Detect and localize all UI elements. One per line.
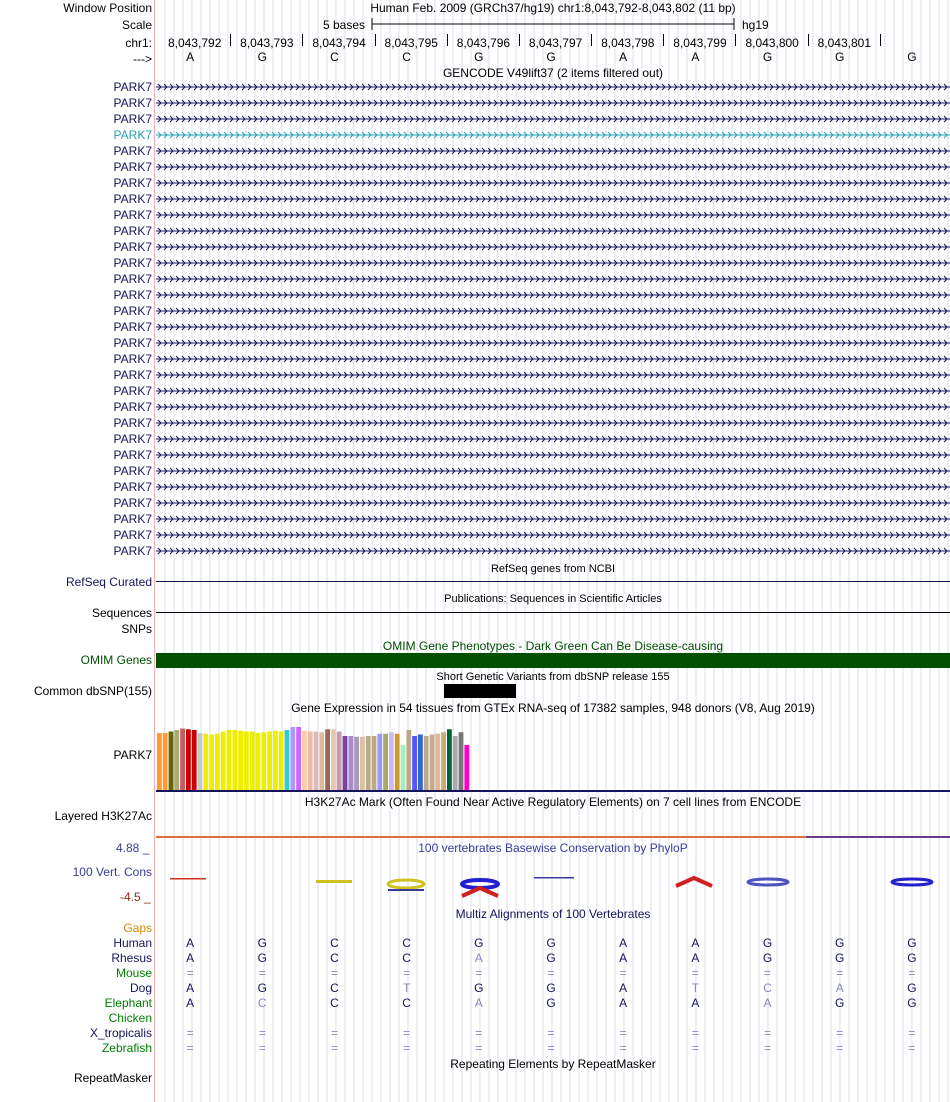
gencode-transcript-label[interactable]: PARK7 — [113, 272, 152, 286]
gtex-expression-bars[interactable] — [156, 715, 950, 791]
gencode-transcript-label[interactable]: PARK7 — [113, 400, 152, 414]
ruler-position: 8,043,793 — [240, 36, 294, 50]
gtex-tissue-bar[interactable] — [372, 736, 377, 790]
ruler-position: 8,043,798 — [601, 36, 655, 50]
gtex-tissue-bar[interactable] — [401, 745, 406, 790]
gencode-transcript-label[interactable]: PARK7 — [113, 432, 152, 446]
gtex-tissue-bar[interactable] — [198, 733, 203, 790]
gtex-tissue-bar[interactable] — [348, 736, 353, 790]
multiz-base: = — [908, 966, 916, 980]
gtex-track-title: Gene Expression in 54 tissues from GTEx RNA-seq of 17382 samples, 948 donors (V8, Aug 2019) — [291, 701, 815, 715]
gencode-transcript-line[interactable] — [156, 178, 950, 188]
multiz-base: = — [330, 1026, 338, 1040]
ruler-position: 8,043,799 — [673, 36, 727, 50]
gtex-tissue-bar[interactable] — [215, 734, 220, 790]
h3k27ac-signal-red — [156, 836, 806, 838]
gencode-transcript-line[interactable] — [156, 258, 950, 268]
multiz-base: C — [402, 996, 411, 1010]
gencode-transcript-line[interactable] — [156, 130, 950, 140]
gtex-track-label[interactable]: PARK7 — [113, 748, 152, 762]
gtex-tissue-bar[interactable] — [325, 729, 330, 790]
multiz-base: = — [258, 966, 266, 980]
gencode-transcript-line[interactable] — [156, 146, 950, 156]
multiz-species-label[interactable]: Human — [113, 936, 152, 950]
multiz-base: G — [257, 951, 267, 965]
multiz-base: A — [186, 996, 195, 1010]
gencode-transcript-line[interactable] — [156, 194, 950, 204]
multiz-species-label[interactable]: Chicken — [108, 1011, 152, 1025]
h3k27ac-signal-purple — [806, 836, 950, 838]
gencode-transcript-label[interactable]: PARK7 — [113, 304, 152, 318]
gencode-transcript-line[interactable] — [156, 354, 950, 364]
gencode-transcript-line[interactable] — [156, 514, 950, 524]
gencode-transcript-line[interactable] — [156, 82, 950, 92]
multiz-base: = — [908, 1041, 916, 1055]
h3k27ac-track-title: H3K27Ac Mark (Often Found Near Active Regulatory Elements) on 7 cell lines from ENCODE — [304, 795, 802, 809]
repeatmasker-track-label[interactable]: RepeatMasker — [73, 1071, 152, 1085]
multiz-base: G — [546, 981, 556, 995]
multiz-base: A — [474, 996, 483, 1010]
base-letter: C — [402, 50, 411, 64]
ruler-tick — [808, 34, 809, 46]
multiz-base: G — [907, 981, 917, 995]
gencode-transcript-label[interactable]: PARK7 — [113, 80, 152, 94]
dbsnp-track-title: Short Genetic Variants from dbSNP release 155 — [436, 671, 670, 683]
gencode-transcript-label[interactable]: PARK7 — [113, 144, 152, 158]
gencode-transcript-line[interactable] — [156, 242, 950, 252]
base-letter: A — [691, 50, 700, 64]
gencode-transcript-label[interactable]: PARK7 — [113, 288, 152, 302]
ruler-position: 8,043,792 — [168, 36, 222, 50]
gtex-tissue-bar[interactable] — [180, 729, 185, 791]
multiz-base: T — [691, 981, 700, 995]
gtex-tissue-bar[interactable] — [279, 732, 284, 791]
ruler-tick — [591, 34, 592, 46]
gencode-transcript-label[interactable]: PARK7 — [113, 512, 152, 526]
ruler-tick — [880, 34, 881, 46]
multiz-base: G — [474, 981, 484, 995]
gtex-tissue-bar[interactable] — [343, 736, 348, 790]
omim-track-label[interactable]: OMIM Genes — [80, 653, 152, 667]
phylop-logo[interactable] — [156, 866, 950, 900]
gtex-tissue-bar[interactable] — [459, 732, 464, 790]
gencode-transcript-label[interactable]: PARK7 — [113, 464, 152, 478]
ruler-position: 8,043,800 — [745, 36, 799, 50]
gencode-transcript-line[interactable] — [156, 434, 950, 444]
multiz-base: = — [836, 966, 844, 980]
gtex-tissue-bar[interactable] — [435, 734, 440, 790]
gencode-transcript-label[interactable]: PARK7 — [113, 368, 152, 382]
gencode-transcript-label[interactable]: PARK7 — [113, 240, 152, 254]
multiz-base: = — [403, 966, 411, 980]
multiz-base: C — [330, 936, 339, 950]
multiz-base: = — [330, 1041, 338, 1055]
gencode-transcript-label[interactable]: PARK7 — [113, 176, 152, 190]
multiz-base: A — [619, 951, 628, 965]
multiz-base: = — [475, 966, 483, 980]
multiz-base: = — [475, 1041, 483, 1055]
multiz-base: = — [619, 1026, 627, 1040]
multiz-base: C — [330, 981, 339, 995]
multiz-base: = — [836, 1041, 844, 1055]
multiz-base: = — [547, 966, 555, 980]
gencode-transcript-label[interactable]: PARK7 — [113, 448, 152, 462]
gtex-tissue-bar[interactable] — [267, 732, 272, 791]
multiz-base: G — [762, 936, 773, 950]
multiz-base: = — [619, 1041, 627, 1055]
repeatmasker-track-title: Repeating Elements by RepeatMasker — [450, 1057, 656, 1071]
gencode-transcript-line[interactable] — [156, 162, 950, 172]
multiz-base: C — [257, 996, 267, 1010]
gencode-transcript-label[interactable]: PARK7 — [113, 256, 152, 270]
dbsnp-variant-block[interactable] — [444, 684, 516, 698]
gencode-transcript-line[interactable] — [156, 274, 950, 284]
multiz-species-label[interactable]: X_tropicalis — [89, 1026, 152, 1040]
multiz-base: A — [691, 951, 700, 965]
base-letter: G — [546, 50, 556, 64]
gtex-tissue-bar[interactable] — [157, 733, 162, 790]
strand-arrow-label: ---> — [133, 52, 152, 66]
gtex-tissue-bar[interactable] — [337, 732, 342, 791]
gtex-tissue-bar[interactable] — [244, 732, 249, 791]
ruler-position: 8,043,797 — [528, 36, 583, 50]
multiz-base: = — [186, 1041, 194, 1055]
gencode-transcript-line[interactable] — [156, 450, 950, 460]
assembly-title: Human Feb. 2009 (GRCh37/hg19) chr1:8,043,792-8,043,802 (11 bp) — [370, 1, 736, 15]
gencode-transcript-line[interactable] — [156, 322, 950, 332]
multiz-base: = — [547, 1041, 555, 1055]
multiz-base: = — [258, 1026, 266, 1040]
gtex-tissue-bar[interactable] — [331, 729, 336, 790]
multiz-species-label[interactable]: Mouse — [115, 966, 152, 980]
multiz-base: = — [691, 966, 699, 980]
gtex-tissue-bar[interactable] — [169, 732, 174, 791]
gencode-transcript-label[interactable]: PARK7 — [113, 192, 152, 206]
gencode-transcript-line[interactable] — [156, 402, 950, 412]
multiz-base: G — [257, 981, 267, 995]
gtex-tissue-bar[interactable] — [209, 735, 214, 791]
gtex-tissue-bar[interactable] — [377, 734, 382, 790]
window-position-label: Window Position — [63, 1, 152, 15]
scale-bar — [370, 17, 740, 31]
gencode-transcript-line[interactable] — [156, 370, 950, 380]
gtex-tissue-bar[interactable] — [290, 727, 295, 790]
gtex-tissue-bar[interactable] — [418, 735, 423, 791]
publications-line — [156, 612, 950, 613]
base-letter: G — [762, 50, 773, 64]
multiz-base: T — [402, 981, 411, 995]
gtex-tissue-bar[interactable] — [441, 732, 446, 790]
gencode-transcript-label[interactable]: PARK7 — [113, 160, 152, 174]
multiz-base: = — [547, 1026, 555, 1040]
publications-track-title: Publications: Sequences in Scientific Articles — [444, 593, 662, 605]
gtex-tissue-bar[interactable] — [453, 736, 458, 790]
gencode-transcript-label[interactable]: PARK7 — [113, 480, 152, 494]
gencode-transcript-label[interactable]: PARK7 — [113, 496, 152, 510]
multiz-base: C — [330, 996, 339, 1010]
gencode-transcript-label[interactable]: PARK7 — [113, 112, 152, 126]
ruler-position: 8,043,795 — [384, 36, 438, 50]
ruler-tick — [519, 34, 520, 46]
gencode-transcript-line[interactable] — [156, 98, 950, 108]
ruler-position: 8,043,801 — [817, 36, 872, 50]
multiz-base: = — [258, 1041, 266, 1055]
base-letter: G — [907, 50, 917, 64]
multiz-species-label[interactable]: Dog — [129, 981, 152, 995]
base-letter: C — [330, 50, 339, 64]
multiz-base: G — [835, 996, 845, 1010]
multiz-base: G — [835, 936, 845, 950]
gtex-tissue-bar[interactable] — [250, 732, 255, 791]
gtex-tissue-bar[interactable] — [163, 733, 168, 790]
gtex-tissue-bar[interactable] — [174, 730, 179, 790]
multiz-species-label[interactable]: Elephant — [104, 996, 152, 1010]
gtex-tissue-bar[interactable] — [354, 737, 359, 790]
base-letter: A — [619, 50, 628, 64]
gtex-tissue-bar[interactable] — [232, 730, 237, 790]
multiz-base: = — [186, 1026, 194, 1040]
multiz-base: A — [835, 981, 844, 995]
gencode-transcript-label[interactable]: PARK7 — [113, 96, 152, 110]
multiz-base: G — [257, 936, 267, 950]
multiz-base: G — [546, 951, 556, 965]
gencode-transcript-line[interactable] — [156, 498, 950, 508]
gencode-transcript-line[interactable] — [156, 418, 950, 428]
gtex-tissue-bar[interactable] — [238, 731, 243, 790]
multiz-base: = — [186, 966, 194, 980]
multiz-base: = — [764, 1026, 772, 1040]
multiz-base: G — [907, 936, 917, 950]
gtex-tissue-bar[interactable] — [319, 732, 324, 790]
chromosome-label: chr1: — [125, 36, 152, 50]
gencode-transcript-label[interactable]: PARK7 — [113, 384, 152, 398]
gencode-transcript-line[interactable] — [156, 482, 950, 492]
gencode-transcript-line[interactable] — [156, 546, 950, 556]
ruler-tick — [663, 34, 664, 46]
gtex-tissue-bar[interactable] — [447, 729, 452, 790]
phylop-max-value: 4.88 _ — [116, 841, 150, 855]
h3k27ac-track-label[interactable]: Layered H3K27Ac — [54, 809, 152, 823]
base-letter: G — [257, 50, 267, 64]
refseq-track-title: RefSeq genes from NCBI — [490, 563, 616, 575]
multiz-base: A — [619, 996, 628, 1010]
gtex-tissue-bar[interactable] — [360, 737, 365, 790]
multiz-base: A — [474, 951, 483, 965]
omim-feature-bar[interactable] — [156, 653, 950, 668]
gencode-transcript-line[interactable] — [156, 306, 950, 316]
gtex-tissue-bar[interactable] — [221, 732, 226, 791]
ruler-tick — [375, 34, 376, 46]
snps-track-label[interactable]: SNPs — [121, 622, 152, 636]
multiz-base: = — [330, 966, 338, 980]
multiz-base: C — [330, 951, 339, 965]
assembly-name: hg19 — [742, 18, 769, 32]
multiz-base: A — [619, 936, 628, 950]
gtex-tissue-bar[interactable] — [424, 736, 429, 790]
gtex-baseline — [156, 790, 950, 792]
multiz-base: G — [546, 996, 556, 1010]
ruler-tick — [302, 34, 303, 46]
refseq-line — [156, 581, 950, 582]
gtex-tissue-bar[interactable] — [186, 729, 191, 790]
gtex-tissue-bar[interactable] — [296, 727, 301, 790]
gencode-track-title: GENCODE V49lift37 (2 items filtered out) — [442, 66, 664, 80]
ruler-tick — [735, 34, 736, 46]
sequences-track-label[interactable]: Sequences — [91, 606, 152, 620]
multiz-base: C — [402, 936, 411, 950]
multiz-base: G — [835, 951, 845, 965]
gencode-transcript-label[interactable]: PARK7 — [113, 416, 152, 430]
multiz-base: = — [836, 1026, 844, 1040]
gencode-transcript-label[interactable]: PARK7 — [113, 320, 152, 334]
gencode-transcript-label[interactable]: PARK7 — [113, 224, 152, 238]
gtex-tissue-bar[interactable] — [256, 733, 261, 790]
multiz-base: = — [691, 1026, 699, 1040]
multiz-base: G — [907, 996, 917, 1010]
ruler-tick — [447, 34, 448, 46]
phylop-track-title: 100 vertebrates Basewise Conservation by PhyloP — [418, 841, 688, 855]
multiz-gaps-label: Gaps — [123, 921, 152, 935]
gtex-tissue-bar[interactable] — [308, 732, 313, 791]
phylop-track-label[interactable]: 100 Vert. Cons — [72, 865, 152, 879]
gencode-transcript-line[interactable] — [156, 114, 950, 124]
multiz-base: G — [474, 936, 484, 950]
multiz-base: = — [475, 1026, 483, 1040]
multiz-base: A — [691, 936, 700, 950]
multiz-species-label[interactable]: Zebrafish — [101, 1041, 152, 1055]
gtex-tissue-bar[interactable] — [430, 735, 435, 791]
multiz-base: = — [619, 966, 627, 980]
gtex-tissue-bar[interactable] — [261, 732, 266, 790]
gencode-transcript-line[interactable] — [156, 530, 950, 540]
ruler-position: 8,043,794 — [312, 36, 366, 50]
multiz-base: = — [403, 1041, 411, 1055]
gencode-transcript-line[interactable] — [156, 466, 950, 476]
gtex-tissue-bar[interactable] — [406, 730, 411, 790]
gtex-tissue-bar[interactable] — [383, 734, 388, 790]
base-letter: G — [835, 50, 845, 64]
gtex-tissue-bar[interactable] — [273, 731, 278, 790]
multiz-base: A — [186, 936, 195, 950]
base-letter: G — [474, 50, 484, 64]
multiz-base: A — [186, 951, 195, 965]
gencode-transcript-label[interactable]: PARK7 — [113, 544, 152, 558]
ruler-position: 8,043,796 — [456, 36, 511, 50]
gtex-tissue-bar[interactable] — [203, 734, 208, 790]
multiz-species-label[interactable]: Rhesus — [111, 951, 152, 965]
gtex-tissue-bar[interactable] — [285, 730, 290, 790]
multiz-base: = — [764, 1041, 772, 1055]
scale-text: 5 bases — [323, 18, 366, 32]
multiz-base: A — [619, 981, 628, 995]
multiz-base: C — [763, 981, 772, 995]
gencode-transcript-line[interactable] — [156, 290, 950, 300]
multiz-track-title: Multiz Alignments of 100 Vertebrates — [455, 907, 651, 921]
multiz-base: C — [402, 951, 411, 965]
gencode-transcript-line[interactable] — [156, 338, 950, 348]
gencode-transcript-label[interactable]: PARK7 — [113, 208, 152, 222]
phylop-min-value: -4.5 _ — [120, 890, 151, 904]
omim-track-title: OMIM Gene Phenotypes - Dark Green Can Be Disease-causing — [382, 639, 724, 653]
gtex-tissue-bar[interactable] — [302, 731, 307, 790]
gencode-transcript-label[interactable]: PARK7 — [113, 528, 152, 542]
gencode-transcript-line[interactable] — [156, 226, 950, 236]
multiz-base: A — [691, 996, 700, 1010]
gtex-tissue-bar[interactable] — [389, 732, 394, 790]
gtex-tissue-bar[interactable] — [227, 730, 232, 790]
multiz-base: = — [403, 1026, 411, 1040]
multiz-base: = — [908, 1026, 916, 1040]
gtex-tissue-bar[interactable] — [192, 730, 197, 790]
gtex-tissue-bar[interactable] — [464, 745, 469, 790]
multiz-base: = — [764, 966, 772, 980]
gencode-transcript-label[interactable]: PARK7 — [113, 128, 152, 142]
dbsnp-track-label[interactable]: Common dbSNP(155) — [33, 684, 152, 698]
base-letter: A — [186, 50, 195, 64]
multiz-base: G — [546, 936, 556, 950]
multiz-base: = — [691, 1041, 699, 1055]
multiz-base: A — [186, 981, 195, 995]
gtex-tissue-bar[interactable] — [395, 734, 400, 790]
gtex-tissue-bar[interactable] — [314, 732, 319, 791]
gtex-tissue-bar[interactable] — [412, 736, 417, 790]
multiz-base: G — [762, 951, 773, 965]
multiz-base: A — [763, 996, 772, 1010]
gencode-transcript-line[interactable] — [156, 386, 950, 396]
gencode-transcript-label[interactable]: PARK7 — [113, 352, 152, 366]
gencode-transcript-label[interactable]: PARK7 — [113, 336, 152, 350]
scale-label: Scale — [121, 18, 152, 32]
multiz-base: G — [907, 951, 917, 965]
ruler-tick — [230, 34, 231, 46]
refseq-track-label[interactable]: RefSeq Curated — [65, 575, 152, 589]
gencode-transcript-line[interactable] — [156, 210, 950, 220]
gtex-tissue-bar[interactable] — [366, 736, 371, 790]
